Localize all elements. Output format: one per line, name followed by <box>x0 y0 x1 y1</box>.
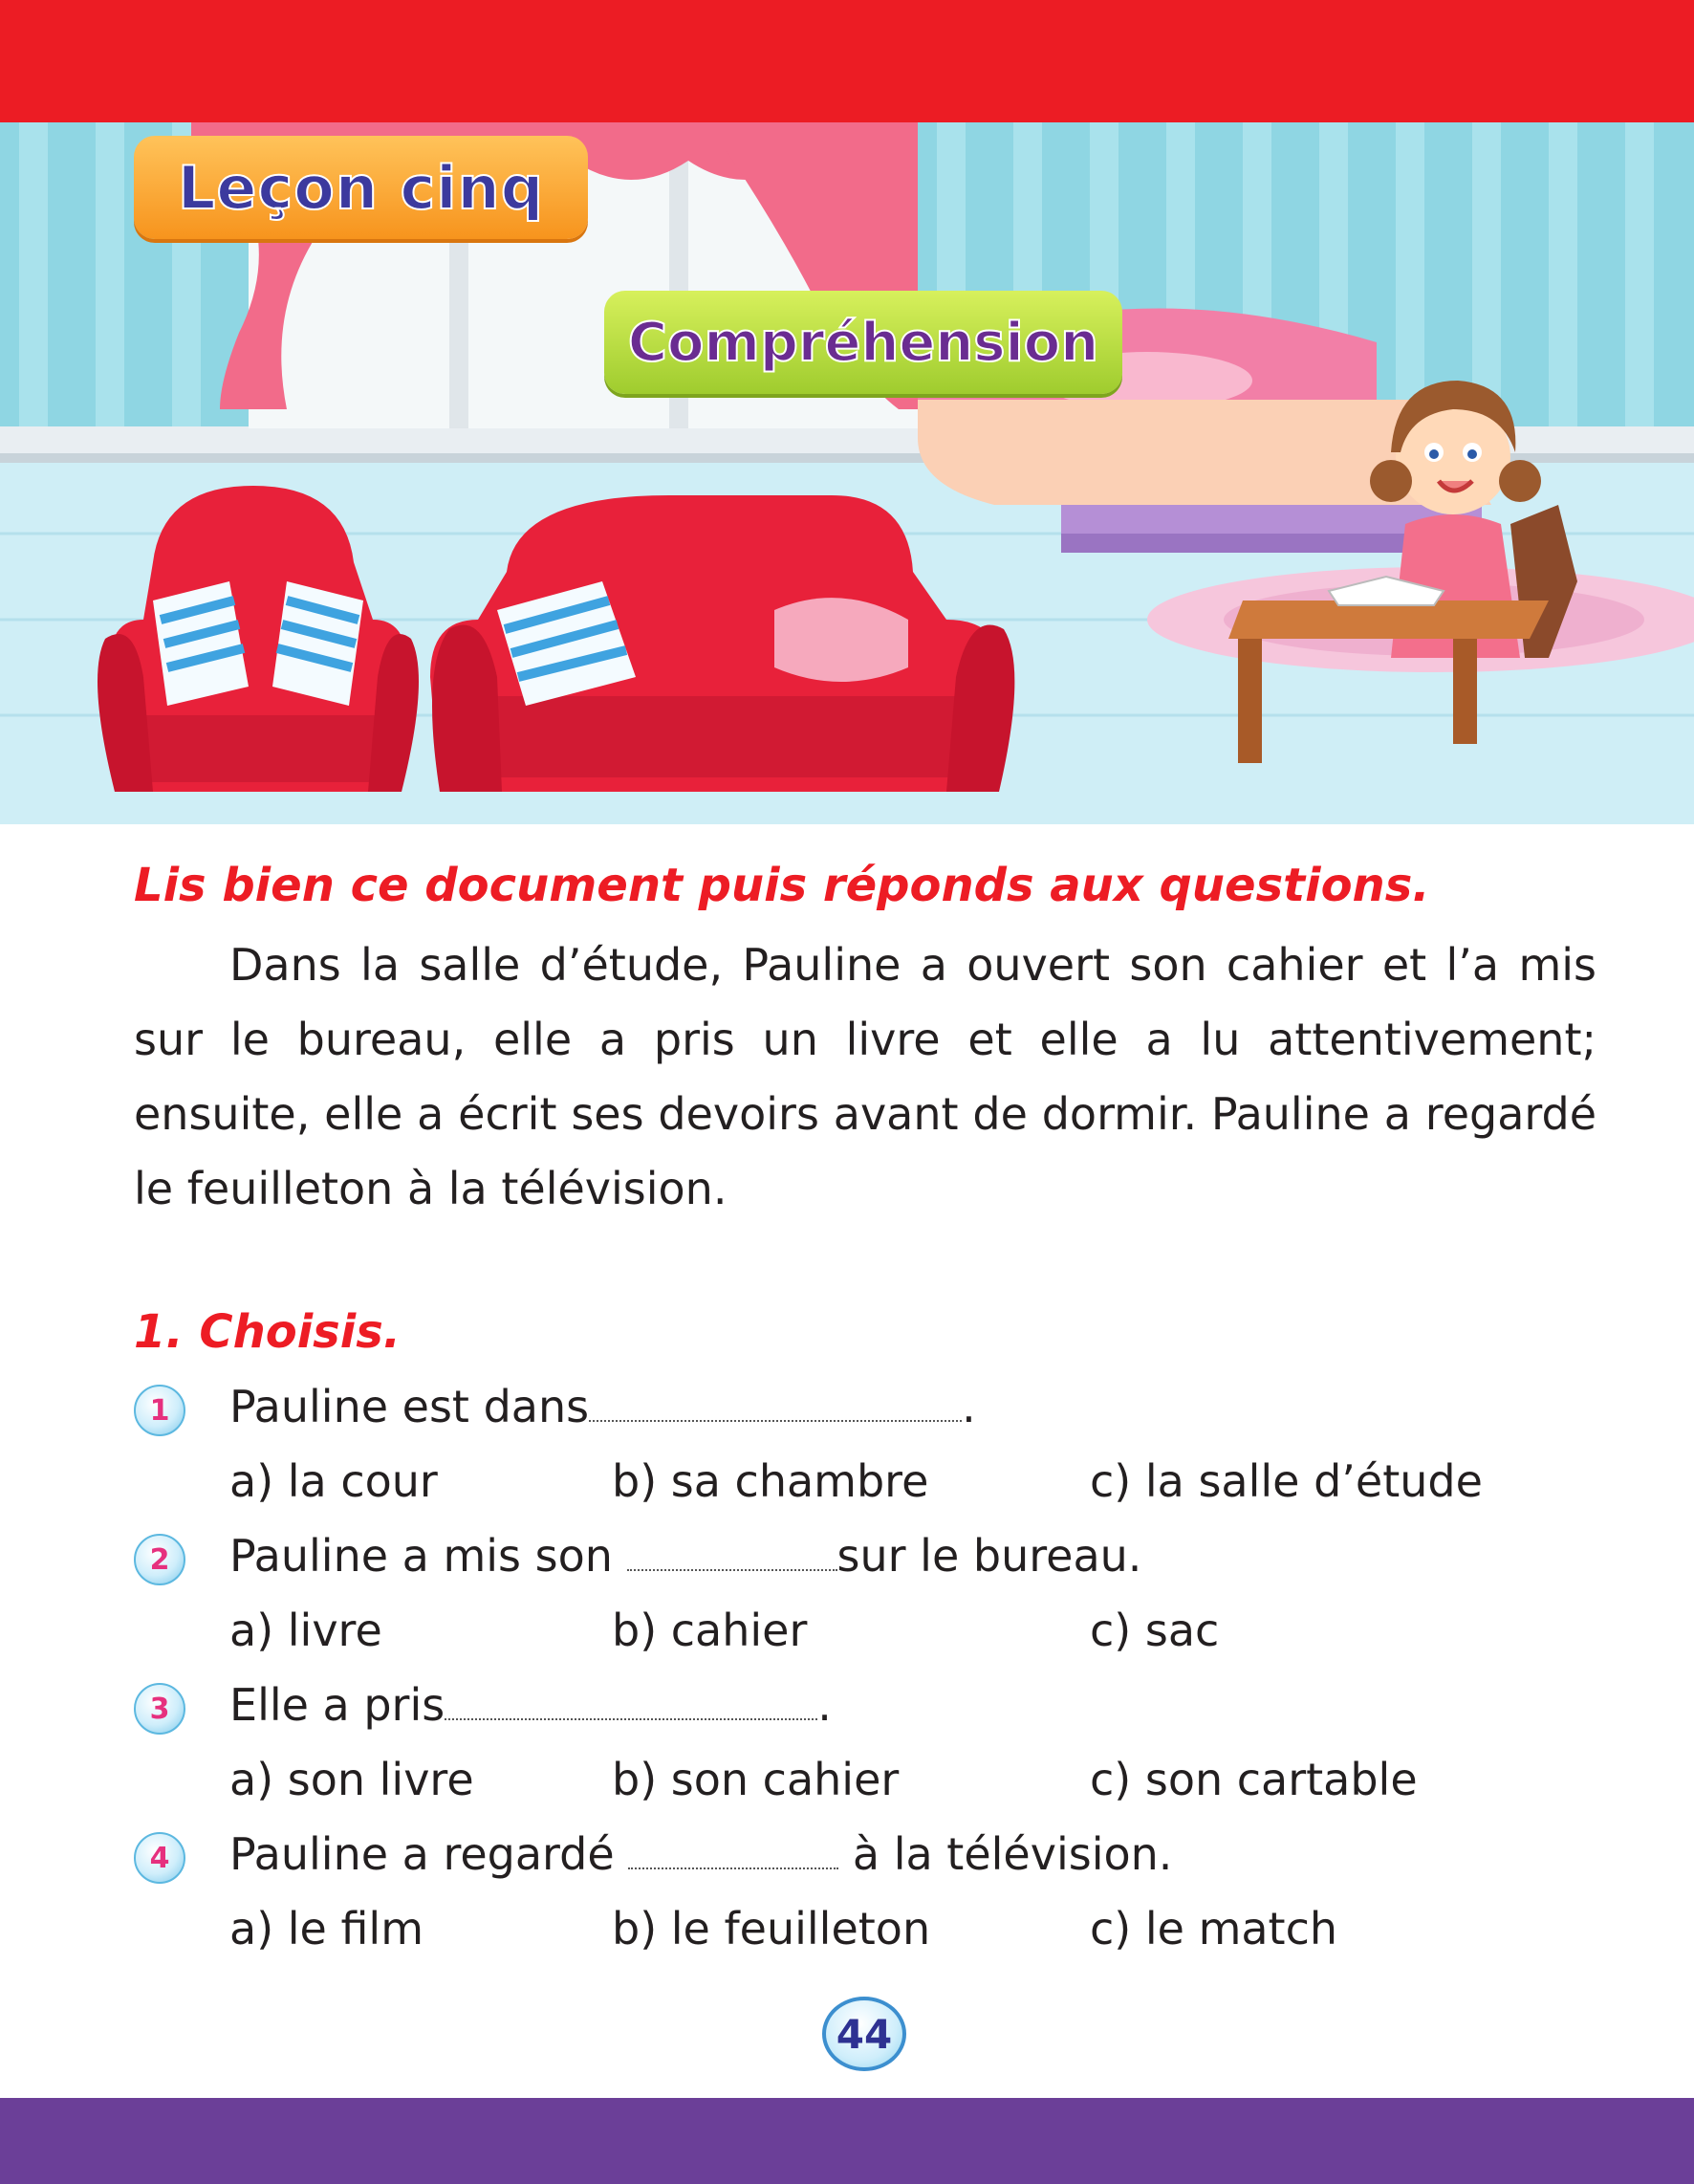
top-color-bar <box>0 0 1694 122</box>
question-stem: Pauline a regardé à la télévision. <box>229 1817 1172 1891</box>
section-label: Compréhension <box>627 311 1099 374</box>
section-label-badge <box>604 291 1122 394</box>
question-number-badge: 3 <box>134 1683 185 1735</box>
option-b[interactable]: b) sa chambre <box>612 1455 929 1507</box>
option-b[interactable]: b) le feuilleton <box>612 1903 931 1955</box>
answer-blank[interactable] <box>445 1676 817 1720</box>
question-number-badge: 4 <box>134 1832 185 1884</box>
question-2 <box>134 1518 1606 1668</box>
option-b[interactable]: b) son cahier <box>612 1754 900 1805</box>
answer-blank[interactable] <box>627 1527 837 1571</box>
reading-instruction: Lis bien ce document puis réponds aux questions. <box>134 859 1430 912</box>
page-number-badge <box>822 1997 906 2071</box>
exercise-title: 1. Choisis. <box>134 1305 401 1359</box>
option-a[interactable]: a) la cour <box>229 1455 438 1507</box>
option-c[interactable]: c) sac <box>1090 1605 1220 1656</box>
answer-blank[interactable] <box>589 1378 962 1422</box>
option-a[interactable]: a) livre <box>229 1605 382 1656</box>
question-number-badge: 2 <box>134 1534 185 1585</box>
question-stem: Elle a pris . <box>229 1668 832 1742</box>
page-number: 44 <box>836 2010 893 2058</box>
question-stem: Pauline a mis son sur le bureau. <box>229 1518 1141 1593</box>
option-a[interactable]: a) son livre <box>229 1754 474 1805</box>
option-c[interactable]: c) le match <box>1090 1903 1338 1955</box>
question-4 <box>134 1817 1606 1966</box>
option-c[interactable]: c) son cartable <box>1090 1754 1418 1805</box>
lesson-label-badge <box>134 136 588 239</box>
question-1 <box>134 1369 1606 1518</box>
option-c[interactable]: c) la salle d’étude <box>1090 1455 1483 1507</box>
question-number-badge: 1 <box>134 1385 185 1436</box>
option-b[interactable]: b) cahier <box>612 1605 808 1656</box>
bottom-color-bar <box>0 2098 1694 2184</box>
option-a[interactable]: a) le film <box>229 1903 424 1955</box>
question-stem: Pauline est dans . <box>229 1369 976 1444</box>
answer-blank[interactable] <box>628 1825 838 1869</box>
question-3 <box>134 1668 1606 1817</box>
lesson-label: Leçon cinq <box>177 152 545 223</box>
reading-passage: Dans la salle d’étude, Pauline a ouvert son cahier et l’a mis sur le bureau, elle a pris un livre et elle a lu attentivement; ensuite, elle a écrit ses devoirs avant de dormir. Pauline a regardé le feuilleton à la télévision. <box>134 939 1596 1214</box>
